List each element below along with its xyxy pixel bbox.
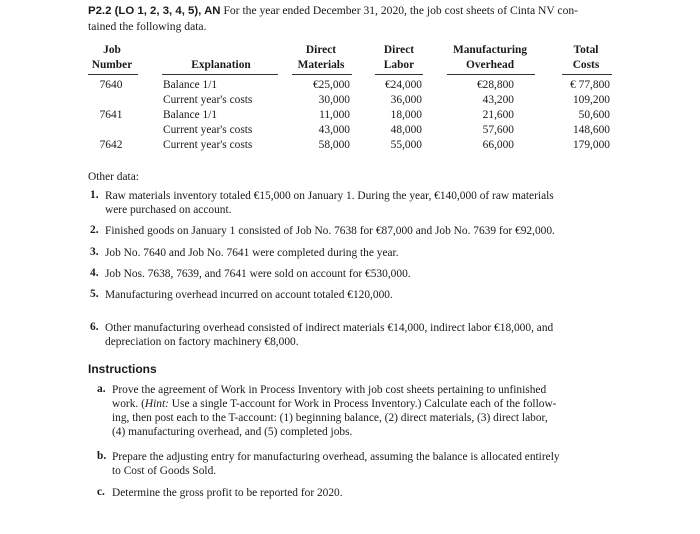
direct-materials-cell: 30,000 bbox=[318, 94, 350, 106]
direct-materials-cell: 43,000 bbox=[318, 124, 350, 136]
item-number: 1. bbox=[90, 189, 99, 201]
header-rule-dl bbox=[375, 74, 423, 75]
other-data-heading: Other data: bbox=[88, 171, 139, 183]
problem-intro bbox=[88, 3, 648, 34]
explanation-cell: Balance 1/1 bbox=[163, 109, 218, 121]
header-total-costs: Total Costs bbox=[572, 44, 600, 71]
item-number: 4. bbox=[90, 267, 99, 279]
header-rule-explanation bbox=[162, 74, 278, 75]
header-rule-total bbox=[562, 74, 612, 75]
instruction-label: a. bbox=[97, 383, 106, 395]
total-cost-cell: 179,000 bbox=[572, 139, 610, 151]
overhead-cell: 21,600 bbox=[482, 109, 514, 121]
explanation-cell: Current year's costs bbox=[163, 124, 253, 136]
other-data-item-1: Raw materials inventory totaled €15,000 on January 1. During the year, €140,000 of raw materials were purchased on account. bbox=[105, 190, 554, 216]
other-data-item-2: Finished goods on January 1 consisted of Job No. 7638 for €87,000 and Job No. 7639 for €92,000. bbox=[105, 225, 555, 237]
intro-line-2: tained the following data. bbox=[88, 20, 207, 33]
job-number: 7642 bbox=[99, 139, 123, 151]
instruction-label: c. bbox=[97, 486, 105, 498]
instruction-c: Determine the gross profit to be reported for 2020. bbox=[112, 487, 343, 499]
total-cost-cell: 148,600 bbox=[572, 124, 610, 136]
header-rule-job bbox=[88, 74, 138, 75]
overhead-cell: 66,000 bbox=[482, 139, 514, 151]
instruction-label: b. bbox=[97, 450, 107, 462]
other-data-item-5: Manufacturing overhead incurred on account totaled €120,000. bbox=[105, 289, 393, 301]
instruction-a: Prove the agreement of Work in Process Inventory with job cost sheets pertaining to unfinished work. (Hint: Use a single T-account for Work in Process Inventory.) Calculate each of the follow- ing, then post each to the T-account: (1) beginning balance, (2) direct materials, (3) direct labor, (4) manufacturing overhead, and (5) completed jobs. bbox=[112, 384, 557, 438]
overhead-cell: 57,600 bbox=[482, 124, 514, 136]
total-cost-cell: 109,200 bbox=[572, 94, 610, 106]
direct-materials-cell: €25,000 bbox=[312, 79, 350, 91]
header-manufacturing-overhead: Manufacturing Overhead bbox=[452, 44, 528, 71]
total-cost-cell: € 77,800 bbox=[570, 79, 610, 91]
header-direct-materials: Direct Materials bbox=[297, 44, 345, 71]
explanation-cell: Balance 1/1 bbox=[163, 79, 218, 91]
other-data-item-3: Job No. 7640 and Job No. 7641 were completed during the year. bbox=[105, 247, 399, 259]
overhead-cell: 43,200 bbox=[482, 94, 514, 106]
direct-materials-cell: 11,000 bbox=[319, 109, 350, 121]
header-rule-moh bbox=[447, 74, 535, 75]
header-job: Job Number bbox=[91, 44, 133, 71]
explanation-cell: Current year's costs bbox=[163, 139, 253, 151]
direct-labor-cell: 18,000 bbox=[390, 109, 422, 121]
job-number: 7640 bbox=[99, 79, 123, 91]
problem-number: P2.2 (LO 1, 2, 3, 4, 5), AN bbox=[88, 5, 221, 17]
intro-line-1: For the year ended December 31, 2020, the job cost sheets of Cinta NV con- bbox=[223, 4, 579, 17]
header-explanation: Explanation bbox=[191, 59, 251, 71]
direct-labor-cell: 48,000 bbox=[390, 124, 422, 136]
overhead-cell: €28,800 bbox=[476, 79, 514, 91]
instruction-b: Prepare the adjusting entry for manufacturing overhead, assuming the balance is allocated entirely to Cost of Goods Sold. bbox=[112, 451, 560, 477]
header-rule-dm bbox=[292, 74, 352, 75]
explanation-cell: Current year's costs bbox=[163, 94, 253, 106]
other-data-item-6: Other manufacturing overhead consisted of indirect materials €14,000, indirect labor €18,000, and depreciation on factory machinery €8,000. bbox=[105, 322, 554, 348]
item-number: 5. bbox=[90, 288, 99, 300]
instructions-heading: Instructions bbox=[88, 362, 157, 376]
other-data-item-4: Job Nos. 7638, 7639, and 7641 were sold on account for €530,000. bbox=[105, 268, 411, 280]
direct-labor-cell: €24,000 bbox=[384, 79, 422, 91]
item-number: 6. bbox=[90, 321, 99, 333]
job-number: 7641 bbox=[99, 109, 123, 121]
header-direct-labor: Direct Labor bbox=[383, 44, 415, 71]
direct-labor-cell: 36,000 bbox=[390, 94, 422, 106]
direct-labor-cell: 55,000 bbox=[390, 139, 422, 151]
total-cost-cell: 50,600 bbox=[578, 109, 610, 121]
item-number: 2. bbox=[90, 224, 99, 236]
direct-materials-cell: 58,000 bbox=[318, 139, 350, 151]
item-number: 3. bbox=[90, 246, 99, 258]
